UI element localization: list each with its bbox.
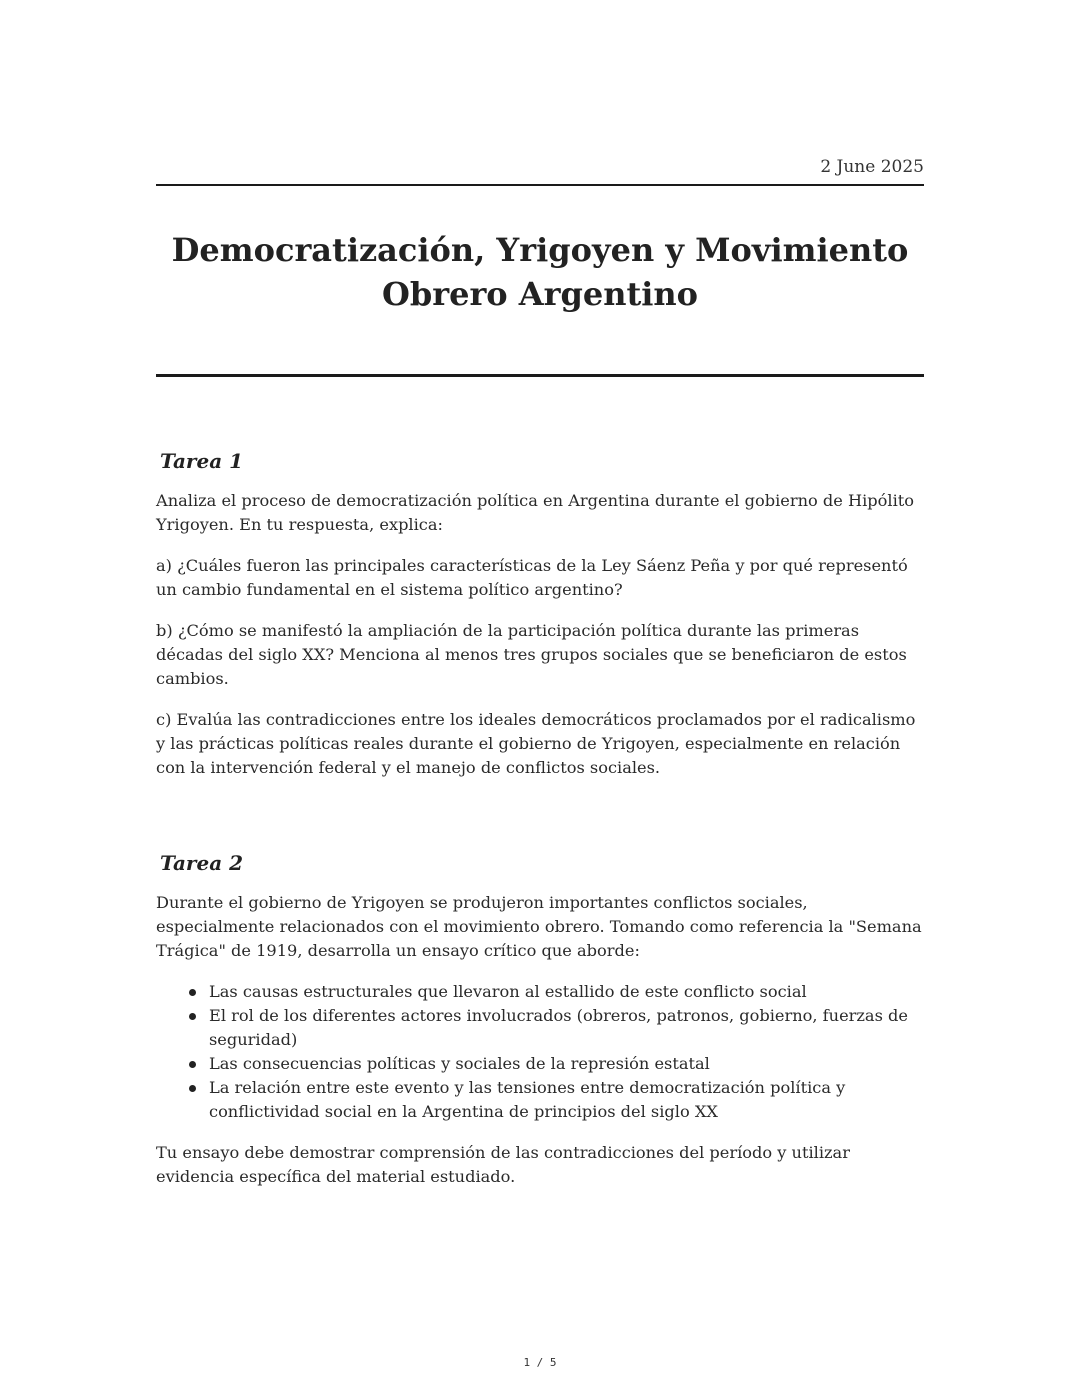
list-item bbox=[209, 1004, 924, 1052]
list-item-text: Las consecuencias políticas y sociales de la represión estatal bbox=[209, 1054, 710, 1073]
bullet-icon bbox=[189, 1085, 196, 1092]
task-1-section bbox=[156, 447, 924, 797]
task-2-heading: Tarea 2 bbox=[160, 851, 244, 875]
task-1-intro: Analiza el proceso de democratización política en Argentina durante el gobierno de Hipólito Yrigoyen. En tu respuesta, explica: bbox=[156, 491, 915, 534]
task-1-question-a: a) ¿Cuáles fueron las principales características de la Ley Sáenz Peña y por qué representó un cambio fundamental en el sistema político argentino? bbox=[156, 556, 908, 599]
page-number: 1 / 5 bbox=[523, 1356, 557, 1369]
list-item-text: El rol de los diferentes actores involucrados (obreros, patronos, gobierno, fuerzas de seguridad) bbox=[209, 1006, 908, 1049]
list-item bbox=[209, 980, 924, 1004]
task-1-question-c: c) Evalúa las contradicciones entre los ideales democráticos proclamados por el radicalismo y las prácticas políticas reales durante el gobierno de Yrigoyen, especialmente en relación con la intervención federal y el manejo de conflictos sociales. bbox=[156, 710, 916, 777]
title-divider bbox=[156, 374, 924, 377]
task-2-intro: Durante el gobierno de Yrigoyen se produjeron importantes conflictos sociales, especialmente relacionados con el movimiento obrero. Tomando como referencia la "Semana Trágica" de 1919, desarrolla un ensayo crítico que aborde: bbox=[156, 893, 922, 960]
bullet-icon bbox=[189, 1061, 196, 1068]
bullet-icon bbox=[189, 989, 196, 996]
bullet-icon bbox=[189, 1013, 196, 1020]
task-2-section bbox=[156, 849, 924, 1189]
list-item bbox=[209, 1052, 924, 1076]
title-line-2: Obrero Argentino bbox=[381, 275, 699, 313]
list-item-text: La relación entre este evento y las tensiones entre democratización política y conflictividad social en la Argentina de principios del siglo XX bbox=[209, 1078, 846, 1121]
document-title bbox=[156, 228, 924, 316]
title-line-1: Democratización, Yrigoyen y Movimiento bbox=[171, 231, 909, 269]
task-1-heading: Tarea 1 bbox=[160, 449, 244, 473]
header-divider bbox=[156, 184, 924, 186]
header-date: 2 June 2025 bbox=[820, 157, 924, 177]
task-2-bullet-list bbox=[156, 980, 924, 1124]
task-2-closing: Tu ensayo debe demostrar comprensión de las contradicciones del período y utilizar evidencia específica del material estudiado. bbox=[156, 1143, 850, 1186]
list-item-text: Las causas estructurales que llevaron al estallido de este conflicto social bbox=[209, 982, 807, 1001]
list-item bbox=[209, 1076, 924, 1124]
task-1-question-b: b) ¿Cómo se manifestó la ampliación de la participación política durante las primeras décadas del siglo XX? Menciona al menos tres grupos sociales que se beneficiaron de estos cambios. bbox=[156, 621, 907, 688]
